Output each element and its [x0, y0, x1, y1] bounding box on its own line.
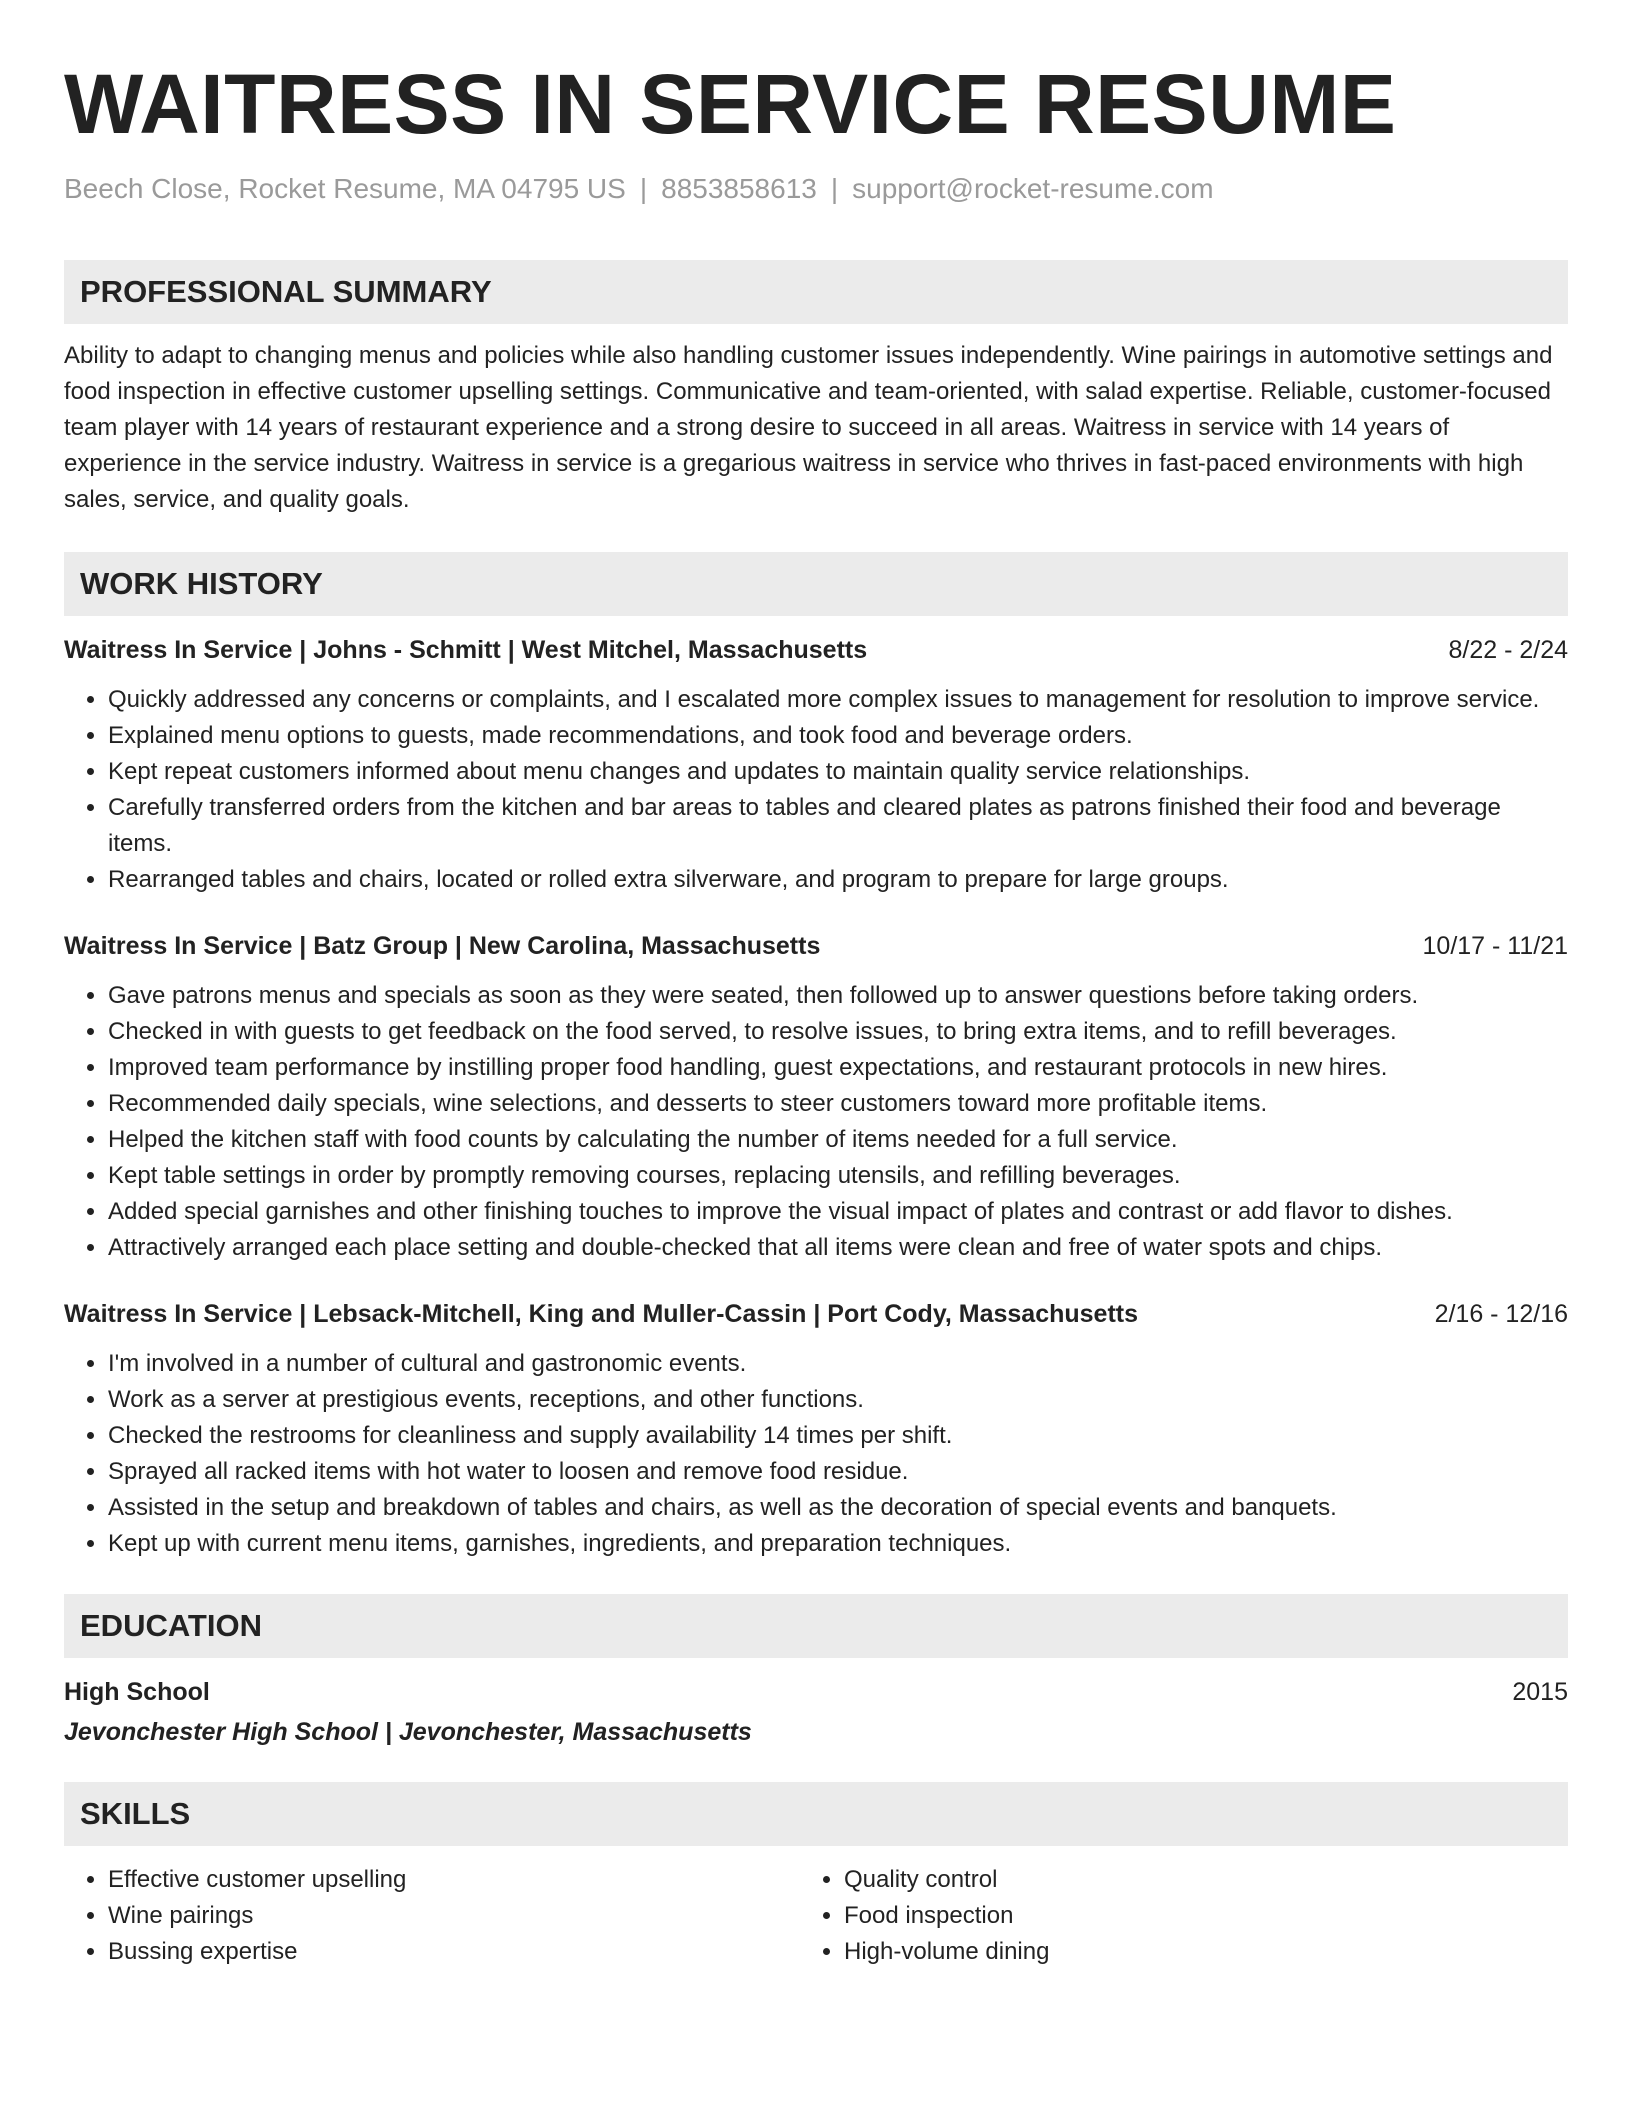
job-entry [64, 632, 1568, 898]
job-bullet: • Explained menu options to guests, made recommendations, and took food and beverage orders. [108, 718, 1568, 754]
skills-list [64, 1862, 1568, 1970]
job-title: Waitress In Service | Lebsack-Mitchell, King and Muller-Cassin | Port Cody, Massachusetts [64, 1300, 1139, 1328]
job-bullet: • Quickly addressed any concerns or complaints, and I escalated more complex issues to management for resolution to improve service. [108, 682, 1568, 718]
contact-email: support@rocket-resume.com [852, 173, 1214, 204]
job-bullet: • Carefully transferred orders from the kitchen and bar areas to tables and cleared plates as patrons finished their food and beverage items. [108, 790, 1568, 862]
skill-item: • Effective customer upselling [108, 1862, 800, 1898]
job-dates: 2/16 - 12/16 [1434, 1300, 1568, 1328]
contact-phone: 8853858613 [661, 173, 817, 204]
resume-title: WAITRESS IN SERVICE RESUME [64, 57, 1397, 151]
job-bullet: • Work as a server at prestigious events, receptions, and other functions. [108, 1382, 1568, 1418]
skill-item: • High-volume dining [844, 1934, 1536, 1970]
job-bullet: • Kept repeat customers informed about menu changes and updates to maintain quality service relationships. [108, 754, 1568, 790]
job-bullet: • I'm involved in a number of cultural and gastronomic events. [108, 1346, 1568, 1382]
job-header [64, 928, 1568, 964]
job-entry [64, 1296, 1568, 1562]
job-bullet: • Helped the kitchen staff with food counts by calculating the number of items needed for a full service. [108, 1122, 1568, 1158]
education-entry [64, 1674, 1568, 1710]
skill-item: • Wine pairings [108, 1898, 800, 1934]
job-bullet: • Improved team performance by instilling proper food handling, guest expectations, and restaurant protocols in new hires. [108, 1050, 1568, 1086]
skills-column-right [800, 1862, 1536, 1970]
summary-text: Ability to adapt to changing menus and policies while also handling customer issues independently. Wine pairings in automotive settings and food inspection in effective customer upselling settings. Communicative and team-oriented, with salad expertise. Reliable, customer-focused team player with 14 years of restaurant experience and a strong desire to succeed in all areas. Waitress in service with 14 years of experience in the service industry. Waitress in service is a gregarious waitress in service who thrives in fast-paced environments with high sales, service, and quality goals. [64, 342, 1553, 513]
contact-separator: | [830, 173, 839, 204]
job-bullet: • Gave patrons menus and specials as soon as they were seated, then followed up to answer questions before taking orders. [108, 978, 1568, 1014]
job-title: Waitress In Service | Johns - Schmitt | West Mitchel, Massachusetts [64, 636, 868, 664]
job-bullet: • Kept up with current menu items, garnishes, ingredients, and preparation techniques. [108, 1526, 1568, 1562]
job-bullet: • Rearranged tables and chairs, located or rolled extra silverware, and program to prepare for large groups. [108, 862, 1568, 898]
job-bullet: • Sprayed all racked items with hot water to loosen and remove food residue. [108, 1454, 1568, 1490]
job-header [64, 1296, 1568, 1332]
work-history-heading: WORK HISTORY [64, 552, 1568, 616]
education-heading: EDUCATION [64, 1594, 1568, 1658]
job-title: Waitress In Service | Batz Group | New Carolina, Massachusetts [64, 932, 821, 960]
job-bullet: • Recommended daily specials, wine selections, and desserts to steer customers toward more profitable items. [108, 1086, 1568, 1122]
job-dates: 10/17 - 11/21 [1422, 932, 1568, 960]
skills-column-left [64, 1862, 800, 1970]
job-bullets [64, 682, 1568, 898]
summary-heading: PROFESSIONAL SUMMARY [64, 260, 1568, 324]
job-entry [64, 928, 1568, 1266]
job-bullet: • Attractively arranged each place setting and double-checked that all items were clean and free of water spots and chips. [108, 1230, 1568, 1266]
job-header [64, 632, 1568, 668]
job-bullet: • Assisted in the setup and breakdown of tables and chairs, as well as the decoration of special events and banquets. [108, 1490, 1568, 1526]
job-bullets [64, 1346, 1568, 1562]
skill-item: • Food inspection [844, 1898, 1536, 1934]
education-degree: High School [64, 1678, 210, 1706]
job-bullet: • Checked in with guests to get feedback on the food served, to resolve issues, to bring extra items, and to refill beverages. [108, 1014, 1568, 1050]
job-bullets [64, 978, 1568, 1266]
skill-item: • Bussing expertise [108, 1934, 800, 1970]
contact-separator: | [639, 173, 648, 204]
education-school: Jevonchester High School | Jevonchester, Massachusetts [64, 1718, 752, 1746]
skills-heading: SKILLS [64, 1782, 1568, 1846]
job-dates: 8/22 - 2/24 [1448, 636, 1568, 664]
skill-item: • Quality control [844, 1862, 1536, 1898]
contact-line [64, 170, 1568, 208]
job-bullet: • Added special garnishes and other finishing touches to improve the visual impact of plates and contrast or add flavor to dishes. [108, 1194, 1568, 1230]
job-bullet: • Checked the restrooms for cleanliness and supply availability 14 times per shift. [108, 1418, 1568, 1454]
education-year: 2015 [1512, 1678, 1568, 1706]
job-bullet: • Kept table settings in order by promptly removing courses, replacing utensils, and refilling beverages. [108, 1158, 1568, 1194]
contact-address: Beech Close, Rocket Resume, MA 04795 US [64, 173, 626, 204]
